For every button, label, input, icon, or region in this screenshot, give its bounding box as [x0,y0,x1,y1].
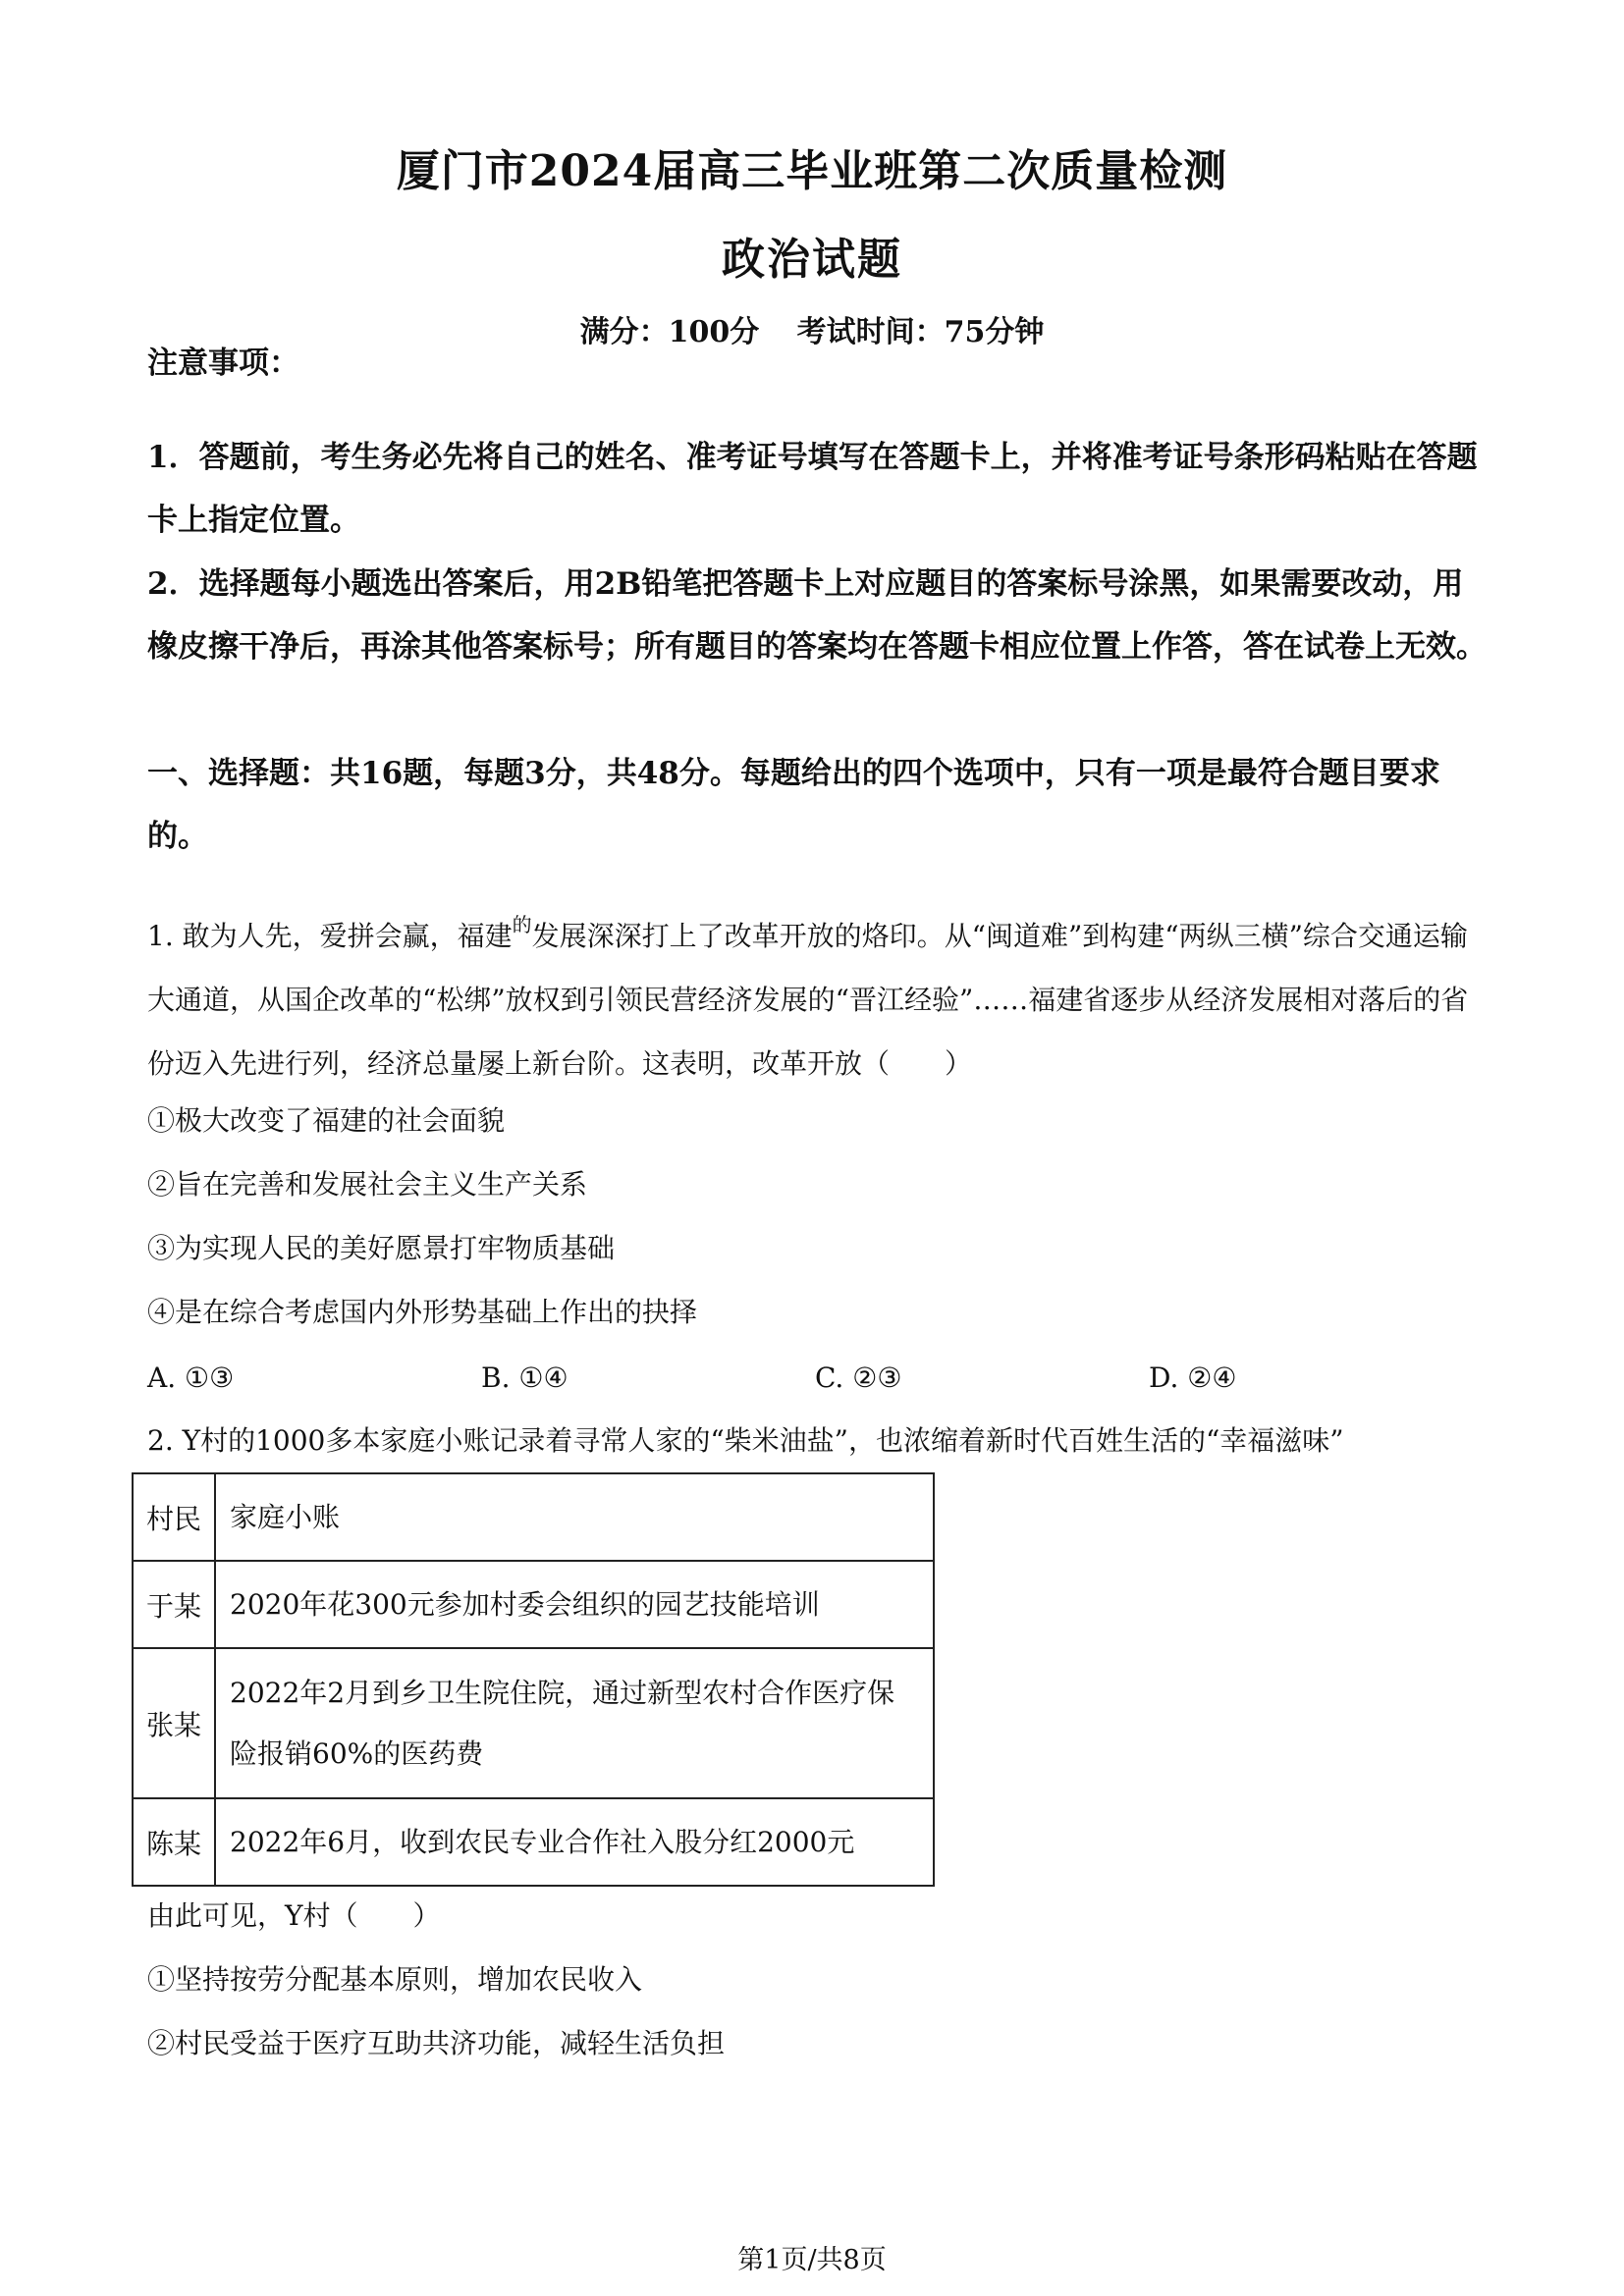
note-item-2: 2．选择题每小题选出答案后，用2B铅笔把答题卡上对应题目的答案标号涂黑，如果需要改动，用橡皮擦干净后，再涂其他答案标号；所有题目的答案均在答题卡相应位置上作答，答在试卷上无效。 [147,566,1487,665]
note-item-1: 1．答题前，考生务必先将自己的姓名、准考证号填写在答题卡上，并将准考证号条形码粘贴在答题卡上指定位置。 [147,440,1478,538]
q1-option-d: D. ②④ [1149,1362,1237,1394]
table-cell: 2022年6月，收到农民专业合作社入股分红2000元 [215,1798,934,1886]
full-score: 满分：100分 [579,315,760,349]
q1-stem-part: 1. 敢为人先，爱拼会赢，福建 [147,920,513,952]
table-cell: 张某 [133,1648,215,1798]
section-heading: 一、选择题：共16题，每题3分，共48分。每题给出的四个选项中，只有一项是最符合题目要求的。 [147,756,1440,854]
table-header-row [133,1473,934,1561]
table-header-cell: 家庭小账 [215,1473,934,1561]
q1-statement: ③为实现人民的美好愿景打牢物质基础 [147,1232,616,1264]
q1-statement: ①极大改变了福建的社会面貌 [147,1104,506,1137]
exam-title: 厦门市2024届高三毕业班第二次质量检测 [396,146,1228,196]
table-row [133,1561,934,1648]
q1-stem-part: 发展深深打上了改革开放的烙印。从“闽道难”到构建“两纵三横”综合交通运输大通道，从国企改革的“松绑”放权到引领民营经济发展的“晋江经验”……福建省逐步从经济发展相对落后的省份迈入先进行列，经济总量屡上新台阶。这表明，改革开放（ ） [147,920,1469,1080]
page-number: 第1页/共8页 [737,2245,887,2275]
q2-statement: ①坚持按劳分配基本原则，增加农民收入 [147,1963,643,1996]
q1-stem-superscript: 的 [512,913,532,936]
table-row [133,1798,934,1886]
exam-subtitle: 政治试题 [722,235,902,285]
table-cell: 2020年花300元参加村委会组织的园艺技能培训 [215,1561,934,1648]
table-cell: 于某 [133,1561,215,1648]
table-cell: 2022年2月到乡卫生院住院，通过新型农村合作医疗保险报销60%的医药费 [215,1648,934,1798]
question-1-stem [147,893,1483,1095]
notes-heading: 注意事项： [147,346,299,381]
q1-statement: ②旨在完善和发展社会主义生产关系 [147,1168,588,1201]
ledger-table [132,1472,935,1887]
q1-option-a: A. ①③ [147,1362,235,1394]
table-header-cell: 村民 [133,1473,215,1561]
q1-option-c: C. ②③ [815,1362,902,1394]
q2-statement: ②村民受益于医疗互助共济功能，减轻生活负担 [147,2027,726,2059]
q1-statement: ④是在综合考虑国内外形势基础上作出的抉择 [147,1296,698,1328]
q2-question: 由此可见，Y村（ ） [147,1899,441,1932]
q1-option-b: B. ①④ [481,1362,568,1394]
table-cell: 陈某 [133,1798,215,1886]
exam-time: 考试时间：75分钟 [796,315,1045,349]
table-row [133,1648,934,1798]
question-2-stem: 2. Y村的1000多本家庭小账记录着寻常人家的“柴米油盐”，也浓缩着新时代百姓生活的“幸福滋味” [147,1424,1344,1457]
